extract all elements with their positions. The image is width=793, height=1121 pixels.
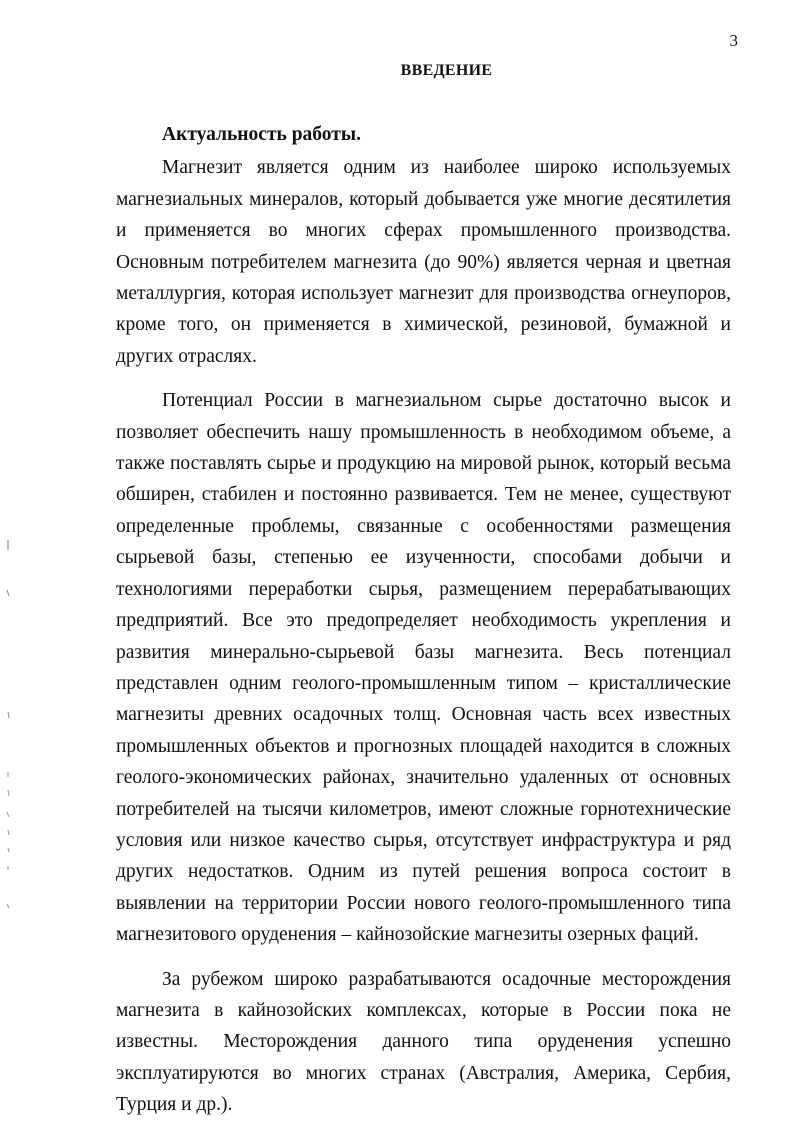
paragraph-1: Магнезит является одним из наиболее широко используемых магнезиальных минералов, который добывается уже многие десятилетия и применяется во многих сферах промышленного производства. Основным потребителем магнезита (до 90%) является черная и цветная металлургия, которая использует магнезит для производства огнеупоров, кроме того, он применяется в химической, резиновой, бумажной и других отраслях. [116, 157, 731, 367]
scan-mark [7, 904, 9, 908]
scan-margin-marks [0, 0, 20, 1098]
paragraph-2: Потенциал России в магнезиальном сырье достаточно высок и позволяет обеспечить нашу промышленность в необходимом объеме, а также поставлять сырье и продукцию на мировой рынок, который весьма обширен, стабилен и постоянно развивается. Тем не менее, существуют определенные проблемы, связанные с особенностями размещения сырьевой базы, степенью ее изученности, способами добычи и технологиями переработки сырья, размещением перерабатывающих предприятий. Все это предопределяет необходимость укрепления и развития минерально-сырьевой базы магнезита. Весь потенциал представлен одним геолого-промышленным типом – кристаллические магнезиты древних осадочных толщ. Основная часть всех известных промышленных объектов и прогнозных площадей находится в сложных геолого-экономических районах, значительно удаленных от основных потребителей на тысячи километров, имеют сложные горнотехнические условия или низкое качество сырья, отсутствует инфраструктура и ряд других недостатков. Одним из путей решения вопроса состоит в выявлении на территории России нового геолого-промышленного типа магнезитового оруденения – кайнозойские магнезиты озерных фаций. [116, 390, 731, 946]
scan-mark [8, 848, 9, 852]
scan-mark [8, 830, 9, 835]
section-heading: ВВЕДЕНИЕ [400, 62, 493, 79]
scan-mark [8, 712, 9, 718]
scan-mark [8, 790, 9, 796]
paragraph-3: За рубежом широко разрабатываются осадочные месторождения магнезита в кайнозойских комплексах, которые в России пока не известны. Месторождения данного типа оруденения успешно эксплуатируются во многих странах (Австралия, Америка, Сербия, Турция и др.). [116, 968, 731, 1116]
text-body [116, 119, 731, 1121]
scan-mark [7, 812, 9, 817]
page-number: 3 [729, 31, 738, 50]
subheading: Актуальность работы. [162, 124, 361, 145]
scan-mark [7, 590, 9, 596]
